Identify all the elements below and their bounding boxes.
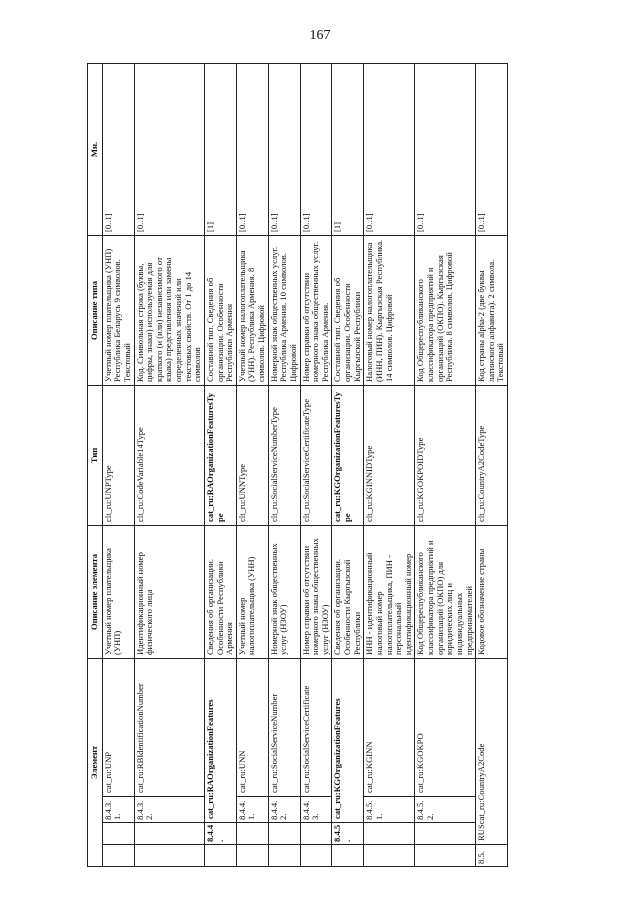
- header-type-description: Описание типа: [88, 235, 103, 385]
- element-name: cat_ru:UNN: [236, 658, 268, 796]
- row-number: 8.4.4.: [204, 823, 236, 845]
- element-description: Номер справки об отсутствии номерного знака общественных услуг (НЗОУ): [300, 525, 332, 658]
- element-name: cat_ru:RAOrganizationFeatures: [204, 658, 236, 822]
- element-type: clt_ru:SocialServiceNumberType: [268, 385, 300, 525]
- element-description: Сведения об организации. Особенности Республики Армения: [204, 525, 236, 658]
- element-name: cat_ru:KGOrganizationFeatures: [332, 658, 364, 822]
- indent-cell: [134, 823, 204, 845]
- table-row: [364, 63, 415, 866]
- element-name: cat_ru:SocialServiceCertificate: [300, 658, 332, 796]
- element-description: Номерной знак общественных услуг (НЗОУ): [268, 525, 300, 658]
- row-number: 8.4.4.2.: [268, 797, 300, 823]
- indent-cell: [236, 823, 268, 845]
- elements-table: [87, 63, 508, 867]
- row-number: 8.4.4.1.: [236, 797, 268, 823]
- indent-cell: [134, 845, 204, 867]
- element-name: cat_ru:SocialServiceNumber: [268, 658, 300, 796]
- type-description: Составной тип. Сведения об организации. Особенности Республики Армения: [204, 235, 236, 385]
- type-description: Номерной знак общественных услуг. Республика Армения. 10 символов. Цифровой: [268, 235, 300, 385]
- element-description: Сведения об организации. Особенности Кыргызской Республики: [332, 525, 364, 658]
- table-row: [268, 63, 300, 866]
- multiplicity: [1]: [332, 63, 364, 235]
- multiplicity: [0..1]: [364, 63, 415, 235]
- element-type: cat_ru:KGOrganizationFeaturesType: [332, 385, 364, 525]
- multiplicity: [0..1]: [476, 63, 508, 235]
- type-description: Налоговый номер налогоплательщика (ИНН, ПИН). Кыргызская Республика. 14 символов. Цифровой: [364, 235, 415, 385]
- indent-cell: [102, 845, 134, 867]
- element-type: clt_ru:CodeVariable14Type: [134, 385, 204, 525]
- indent-cell: [204, 845, 236, 867]
- header-multiplicity: Мн.: [88, 63, 103, 235]
- row-number: 8.5.: [476, 845, 508, 867]
- table-row: [236, 63, 268, 866]
- element-description: Код Общереспубликанского классификатора предприятий и организаций (ОКПО) для юридических лиц и индивидуальных предпринимателей: [415, 525, 476, 658]
- page-number: 167: [309, 28, 331, 43]
- table-row: [332, 63, 364, 866]
- multiplicity: [0..1]: [268, 63, 300, 235]
- table-header-row: [88, 63, 103, 866]
- table-row: [102, 63, 134, 866]
- element-description: ИНН - идентификационный налоговый номер налогоплательщика, ПИН - персональный идентификационный номер: [364, 525, 415, 658]
- type-description: Номер справки об отсутствии номерного знака общественных услуг. Республика Армения.: [300, 235, 332, 385]
- type-description: Код страны alpha-2 (две буквы латинского алфавита). 2 символа. Текстовый: [476, 235, 508, 385]
- row-number: 8.4.4.3.: [300, 797, 332, 823]
- table-row: [415, 63, 476, 866]
- indent-cell: [236, 845, 268, 867]
- element-type: clt_ru:UNPType: [102, 385, 134, 525]
- multiplicity: [1]: [204, 63, 236, 235]
- table-row: [300, 63, 332, 866]
- indent-cell: [415, 845, 476, 867]
- element-name: cat_ru:UNP: [102, 658, 134, 796]
- indent-cell: [332, 845, 364, 867]
- row-number: 8.4.3.2.: [134, 797, 204, 823]
- element-type: clt_ru:KGINNIDType: [364, 385, 415, 525]
- type-description: Код Общереспубликанского классификатора предприятий и организаций (ОКПО). Кыргызская Республика. 8 символов. Цифровой: [415, 235, 476, 385]
- table-row: [204, 63, 236, 866]
- row-number: 8.4.5.1.: [364, 797, 415, 823]
- indent-cell: [102, 823, 134, 845]
- element-description: Учетный номер плательщика (УНП): [102, 525, 134, 658]
- element-type: clt_ru:UNNType: [236, 385, 268, 525]
- indent-cell: [415, 823, 476, 845]
- multiplicity: [0..1]: [134, 63, 204, 235]
- type-description: Учетный номер плательщика (УНП) Республика Беларусь 9 символов. Текстовый: [102, 235, 134, 385]
- row-number: 8.4.5.2.: [415, 797, 476, 823]
- element-description: Учетный номер налогоплательщика (УНН): [236, 525, 268, 658]
- element-type: cat_ru:RAOrganizationFeaturesType: [204, 385, 236, 525]
- table-row: [134, 63, 204, 866]
- element-name: cat_ru:RBIdentificationNumber: [134, 658, 204, 796]
- multiplicity: [0..1]: [415, 63, 476, 235]
- element-type: clt_ru:SocialServiceCertificateType: [300, 385, 332, 525]
- element-name: RUScat_ru:CountryA2Code: [476, 658, 508, 844]
- header-type: Тип: [88, 385, 103, 525]
- indent-cell: [268, 845, 300, 867]
- table-row: [476, 63, 508, 866]
- element-description: Кодовое обозначение страны: [476, 525, 508, 658]
- multiplicity: [0..1]: [300, 63, 332, 235]
- rotated-table-container: [87, 64, 607, 867]
- type-description: Код. Символьная строка (буквы, цифры, знаки) используемая для краткого (и (или) независимого от языка) представления или замены определенных значений или текстовых свойств. От 1 до 14 символов: [134, 235, 204, 385]
- element-type: clt_ru:KGOKPOIDType: [415, 385, 476, 525]
- indent-cell: [268, 823, 300, 845]
- row-number: 8.4.5.: [332, 823, 364, 845]
- indent-cell: [364, 845, 415, 867]
- element-type: clt_ru:CountryA2CodeType: [476, 385, 508, 525]
- header-element-description: Описание элемента: [88, 525, 103, 658]
- multiplicity: [0..1]: [236, 63, 268, 235]
- type-description: Составной тип. Сведения об организации. Особенности Кыргызской Республики: [332, 235, 364, 385]
- element-name: cat_ru:KGINN: [364, 658, 415, 796]
- element-description: Идентификационный номер физического лица: [134, 525, 204, 658]
- indent-cell: [364, 823, 415, 845]
- type-description: Учетный номер налогоплательщика (УНН). Республика Армения. 8 символов. Цифровой: [236, 235, 268, 385]
- element-name: cat_ru:KGOKPO: [415, 658, 476, 796]
- indent-cell: [300, 845, 332, 867]
- table-sheet: [87, 64, 607, 867]
- multiplicity: [0..1]: [102, 63, 134, 235]
- row-number: 8.4.3.1.: [102, 797, 134, 823]
- indent-cell: [300, 823, 332, 845]
- header-element: Элемент: [88, 658, 103, 866]
